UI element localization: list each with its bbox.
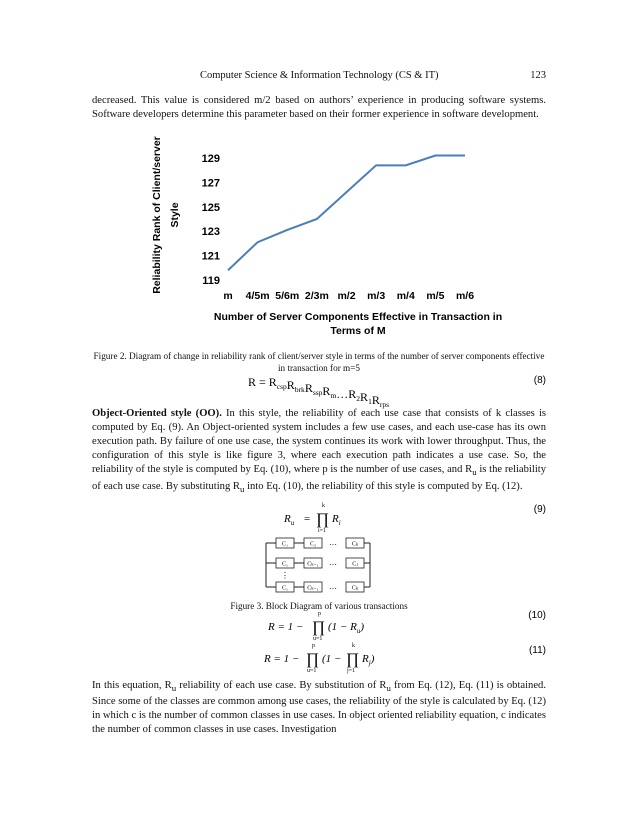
y-axis-label-line2: Style (169, 202, 181, 228)
chart-x-ticks (223, 290, 474, 302)
subscript: u (472, 467, 477, 478)
class-block-label: C₁ (281, 561, 289, 568)
page-number: 123 (530, 70, 546, 81)
class-block-label: Cₖ (351, 585, 359, 592)
x-tick-label: m/5 (426, 290, 445, 302)
equation-10-number: (10) (528, 610, 546, 621)
equation-10-upper: p (318, 611, 321, 617)
equation-11-body: $R_j$) (362, 653, 375, 667)
equation-9-equals: = (304, 513, 311, 525)
class-block-label: Cₖ (351, 541, 359, 548)
equation-10-lower: u=1 (313, 636, 323, 642)
equation-9-upper: k (322, 503, 325, 509)
equation-11-mid: (1 − (322, 653, 342, 665)
equation-10-body: $(1 - R_u)$ (328, 621, 364, 635)
y-axis-label-line1: Reliability Rank of Client/server (151, 136, 163, 294)
paragraph-text: In this style, the reliability of each use case that consists of k classes is computed by Eq. (9). An Object-oriented system includes a few use cases, and each use-case has its own execution path. By failure of one use case, the system continues its work with lower throughput. Thus, the configuration of this style is like figure 3, where each execution path indicates a use case. So, the reliability of the style is computed by Eq. (10), where p is the number of use cases, and R (92, 408, 547, 476)
subscript: u (240, 483, 245, 494)
x-axis-label-line2: Terms of M (330, 325, 386, 337)
paragraph-equation-explanation (92, 679, 546, 737)
equation-9-lower: i=1 (318, 528, 327, 534)
x-tick-label: m/6 (455, 290, 475, 302)
x-axis-label-line1: Number of Server Components Effective in Transaction in (213, 311, 503, 323)
paragraph-text: into Eq. (10), the reliability of this style is computed by Eq. (12). (244, 480, 523, 492)
x-tick-label: 5/6m (275, 290, 300, 302)
y-tick-label: 125 (201, 201, 220, 214)
figure3-caption: Figure 3. Block Diagram of various transactions (230, 601, 408, 611)
y-tick-label: 123 (201, 226, 220, 239)
product-symbol-outer: ∏ (306, 651, 320, 668)
paragraph-text: reliability of each use case. By substitution of R (176, 680, 387, 691)
equation-11-lower1: u=1 (307, 668, 317, 674)
equation-9-number: (9) (533, 504, 546, 515)
equation-9-lhs: $R_u$ (284, 513, 295, 527)
x-tick-label: 4/5m (245, 290, 270, 302)
paragraph-intro: decreased. This value is considered m/2 based on authors’ experience in producing software systems. Software developers determine this parameter based on their former experience in software development. (92, 95, 546, 121)
subscript: u (171, 683, 177, 694)
equation-11-lhs: R = 1 − (264, 653, 300, 665)
class-block-label: Cₖ₋₁ (307, 561, 319, 568)
y-tick-label: 121 (201, 250, 220, 263)
class-block-label: Cₖ₋₁ (307, 585, 319, 592)
equation-9 (92, 500, 546, 534)
figure2-caption: Figure 2. Diagram of change in reliability rank of client/server style in terms of the number of server components effective in transaction for m=5 (93, 351, 545, 373)
ellipsis: … (329, 558, 337, 567)
figure3-block-diagram (262, 534, 372, 598)
equation-9-term: $R_i$ (332, 513, 341, 527)
x-tick-label: m/2 (337, 290, 356, 302)
y-tick-label: 129 (201, 153, 220, 165)
vertical-ellipsis: ⋮ (281, 571, 289, 580)
equation-8 (92, 370, 546, 409)
y-tick-label: 127 (201, 177, 220, 190)
paragraph-object-oriented (92, 407, 546, 496)
equation-8-body: $R = R_{csp}R_{brk}R_{ssp}R_m\dots R_2R_1R_{rps}$ (248, 375, 389, 409)
x-tick-label: m/4 (396, 290, 415, 302)
paragraph-text: from Eq. (12), Eq. (11) is obtained. Since some of the classes are common among use cases, the reliability of the style is calculated by Eq. (12) in which c is the number of common classes in use cases. In object oriented reliability equation, c indicates the number of common classes in use cases. Investigation (92, 680, 546, 736)
class-block-label: C₁ (281, 585, 289, 592)
equation-11-lower2: j=1 (347, 668, 356, 674)
class-block-label: C₁ (281, 541, 289, 548)
x-tick-label: m (223, 290, 233, 302)
equation-11-upper1: p (312, 643, 315, 649)
x-tick-label: 2/3m (304, 290, 329, 302)
equation-11-upper2: k (352, 643, 355, 649)
paragraph-object-oriented-title: Object-Oriented style (OO). (92, 408, 222, 419)
product-symbol-inner: ∏ (346, 651, 360, 668)
journal-title: Computer Science & Information Technology (CS & IT) (200, 70, 439, 81)
equation-10-lhs: R = 1 − (268, 621, 304, 633)
figure2-line-chart (150, 136, 503, 340)
paragraph-text: In this equation, R (92, 680, 172, 691)
ellipsis: … (329, 538, 337, 547)
y-tick-label: 119 (202, 275, 220, 287)
subscript: u (386, 683, 391, 694)
product-symbol: ∏ (316, 511, 330, 528)
series-line (228, 156, 465, 271)
equation-8-number: (8) (533, 375, 546, 386)
chart-y-ticks (202, 153, 220, 287)
product-symbol: ∏ (312, 619, 326, 636)
ellipsis: … (329, 582, 337, 591)
paragraph-text: is the reliability of each use case. By substituting R (92, 464, 547, 492)
equation-10 (92, 608, 546, 642)
class-block-label: C₂ (309, 541, 317, 548)
equation-11 (92, 640, 546, 674)
equation-11-number: (11) (528, 645, 546, 656)
class-block-label: Cⱼ (352, 561, 358, 568)
x-tick-label: m/3 (367, 290, 386, 302)
